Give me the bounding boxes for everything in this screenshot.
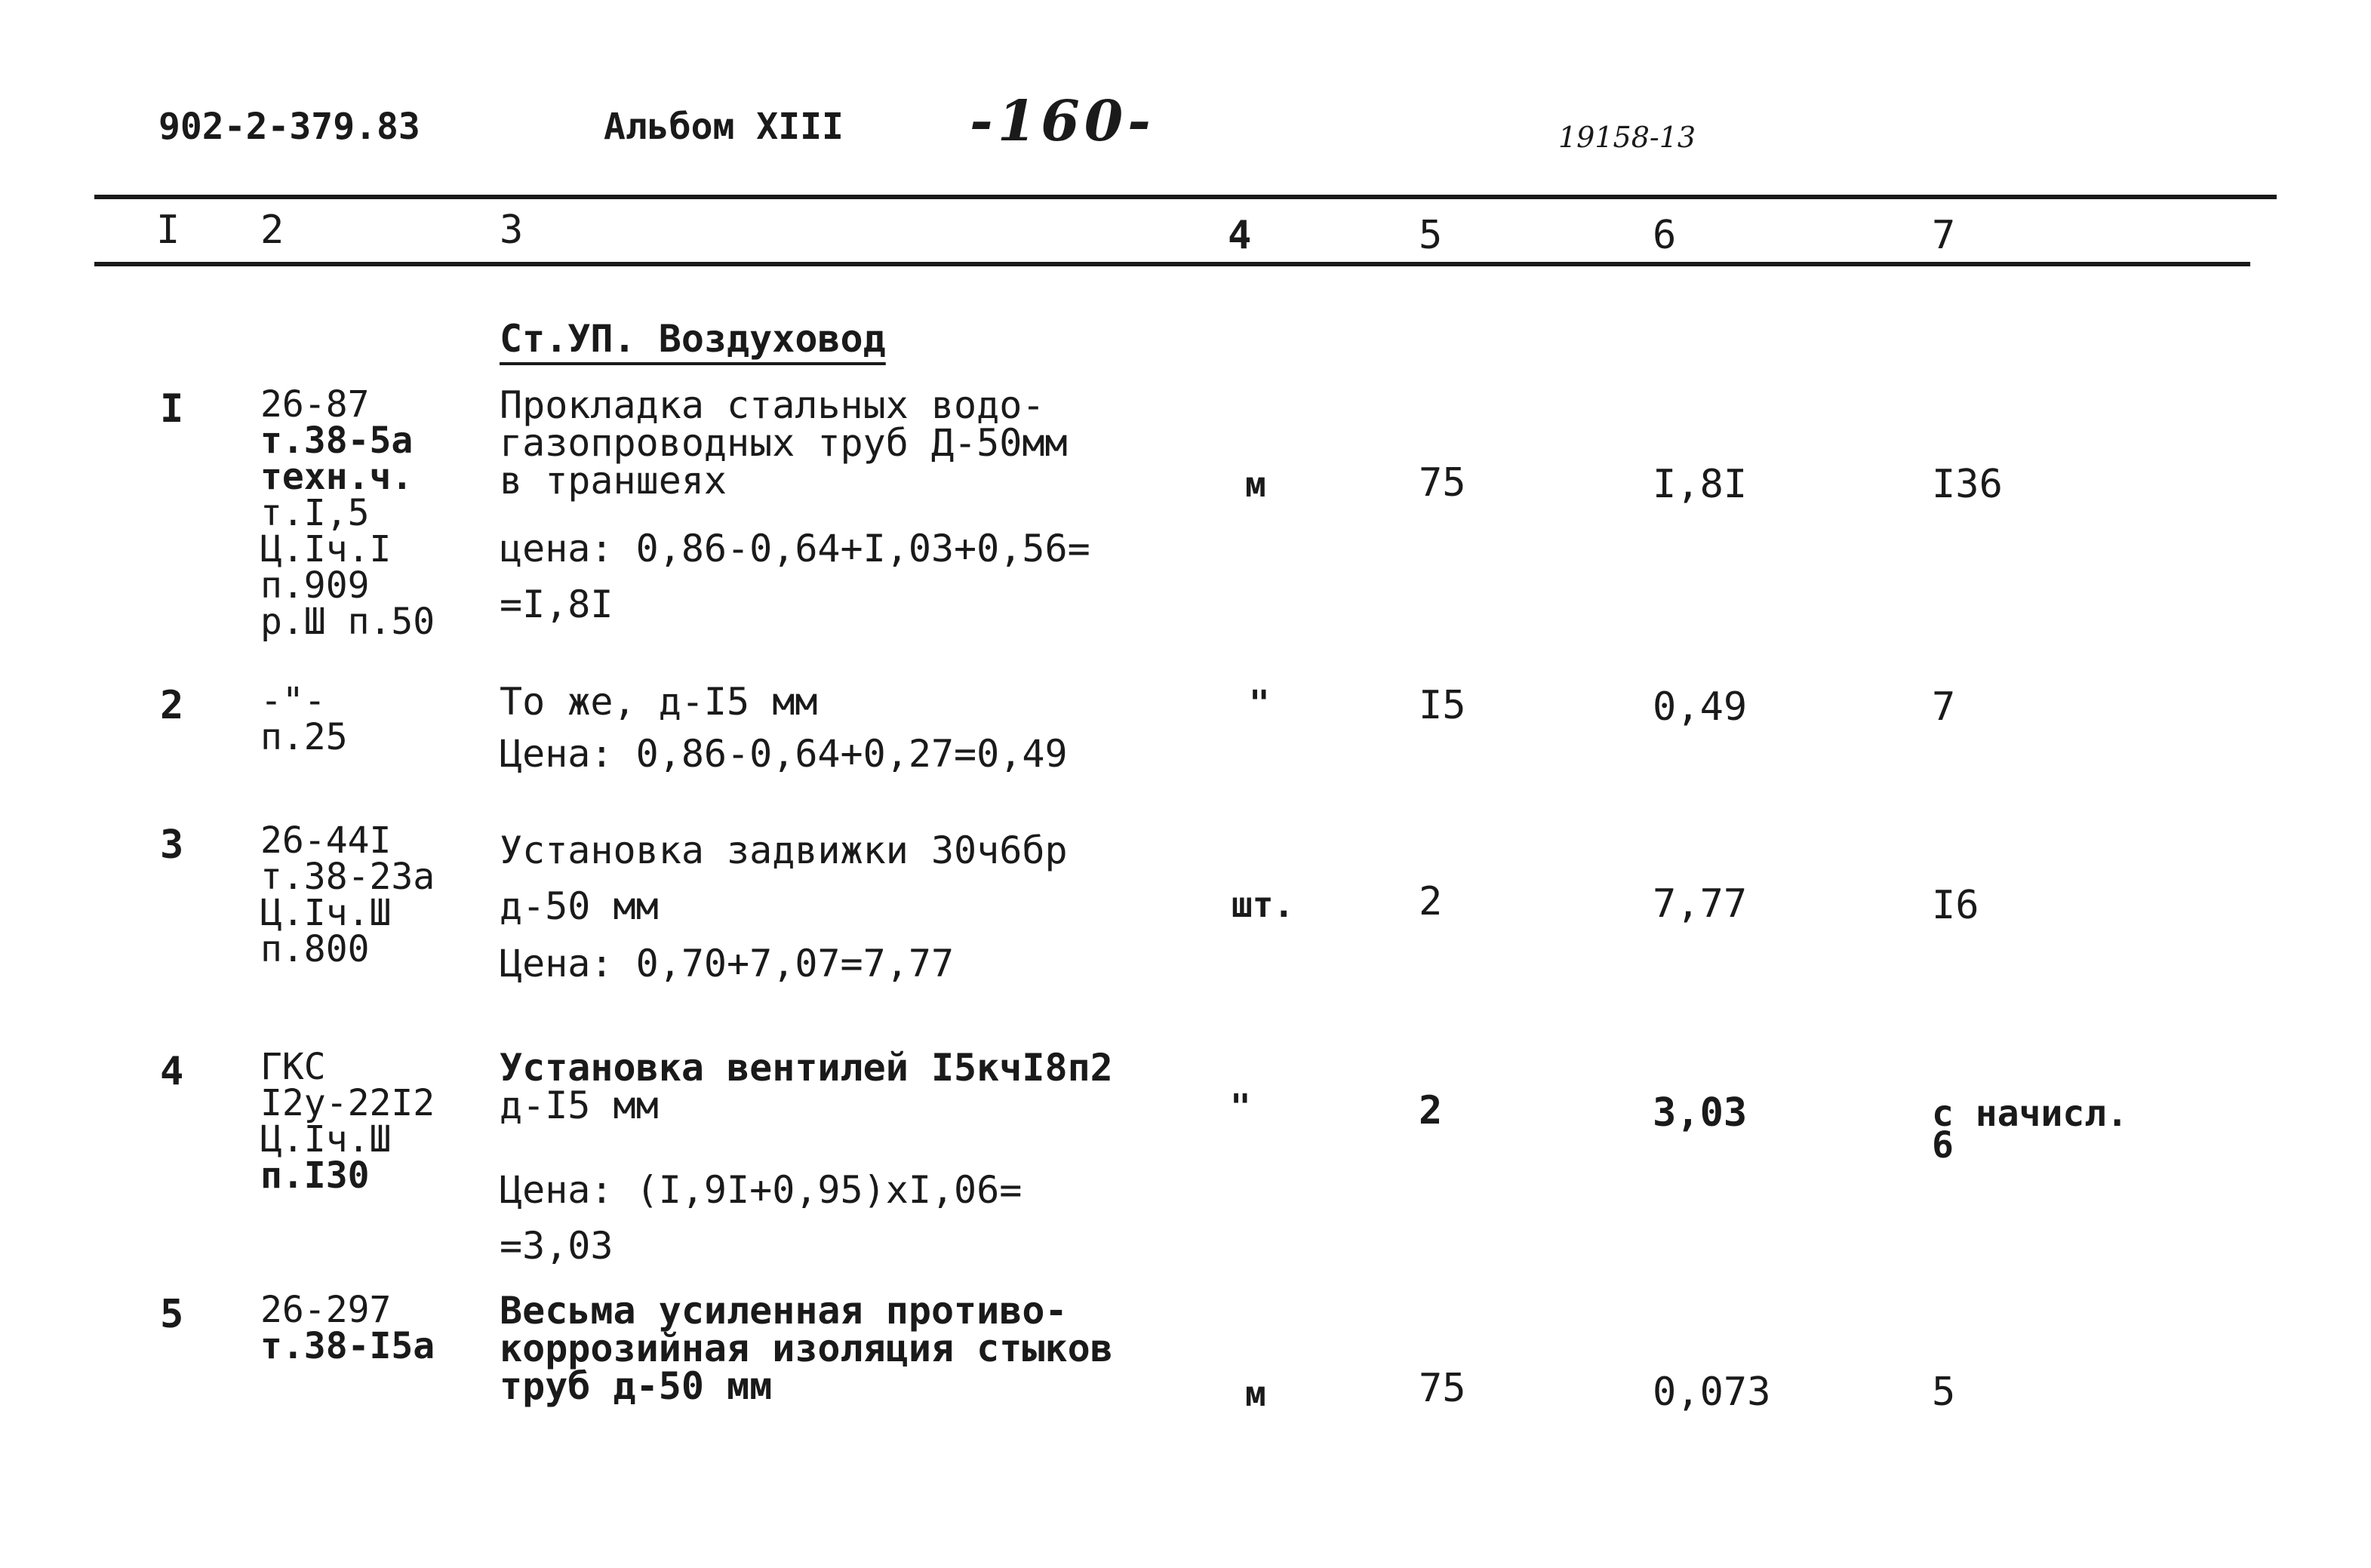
ref-line: п.I30 — [260, 1154, 370, 1197]
description-line: Прокладка стальных водо- — [500, 383, 1045, 427]
description-cell — [500, 680, 818, 724]
price-line: Цена: 0,86-0,64+0,27=0,49 — [500, 732, 1068, 776]
quantity-cell: 2 — [1419, 879, 1443, 924]
total-cell: I6 — [1932, 883, 1979, 928]
description-line: газопроводных труб Д-50мм — [500, 421, 1068, 465]
column-header-2: 2 — [260, 208, 284, 253]
quantity-cell: 2 — [1419, 1088, 1443, 1133]
ref-line: 26-297 — [260, 1289, 392, 1331]
unit-cell: м — [1245, 464, 1266, 505]
header-bottom-rule — [94, 262, 2250, 266]
column-header-4: 4 — [1228, 213, 1252, 258]
ref-line: т.I,5 — [260, 492, 370, 534]
price-line: Цена: 0,70+7,07=7,77 — [500, 942, 955, 985]
description-cell — [500, 383, 1068, 503]
ref-line: техн.ч. — [260, 456, 414, 498]
unit-cell: м — [1245, 1373, 1266, 1414]
page-number: -160- — [970, 89, 1155, 154]
description-line: д-50 мм — [500, 884, 659, 928]
ref-line: ГКС — [260, 1046, 326, 1088]
price-cell — [500, 521, 1090, 632]
price-cell — [500, 1162, 1022, 1274]
total-cell: 5 — [1932, 1370, 1956, 1415]
total-cell: 7 — [1932, 684, 1956, 730]
price-cell — [500, 726, 1068, 782]
ref-line: -"- — [260, 680, 326, 722]
quantity-cell: 75 — [1419, 460, 1466, 506]
quantity-cell: I5 — [1419, 683, 1466, 728]
unit-cost-cell: 3,03 — [1653, 1090, 1748, 1136]
price-line: =3,03 — [500, 1224, 614, 1268]
total-cell — [1932, 1093, 2129, 1167]
unit-cell: " — [1230, 1087, 1251, 1127]
description-line: Установка задвижки 30ч6бр — [500, 829, 1068, 872]
unit-cell: шт. — [1232, 884, 1295, 925]
reference-cell — [260, 383, 435, 643]
column-header-5: 5 — [1419, 213, 1443, 258]
description-line: в траншеях — [500, 459, 727, 503]
description-line: То же, д-I5 мм — [500, 680, 818, 724]
reference-cell — [260, 680, 348, 758]
description-line: труб д-50 мм — [500, 1364, 773, 1408]
ref-line: т.38-23а — [260, 856, 435, 898]
unit-cost-cell: 7,77 — [1653, 881, 1748, 927]
price-line: Цена: (I,9I+0,95)xI,06= — [500, 1168, 1023, 1212]
ref-line: т.38-I5а — [260, 1325, 435, 1367]
unit-cost-cell: 0,49 — [1653, 684, 1748, 730]
ref-line: 26-44I — [260, 819, 392, 862]
total-value: 6 — [1932, 1124, 1954, 1167]
unit-cost-cell: 0,073 — [1653, 1370, 1771, 1415]
column-header-7: 7 — [1932, 213, 1956, 258]
price-line: =I,8I — [500, 583, 614, 626]
column-header-1: I — [156, 208, 180, 253]
ref-line: п.800 — [260, 928, 370, 970]
ref-line: Ц.Iч.Ш — [260, 1118, 392, 1161]
description-line: д-I5 мм — [500, 1084, 659, 1127]
quantity-cell: 75 — [1419, 1366, 1466, 1411]
ref-line: р.Ш п.50 — [260, 601, 435, 643]
ref-line: т.38-5а — [260, 420, 414, 462]
row-number: 3 — [160, 822, 184, 868]
description-line: Установка вентилей I5кчI8п2 — [500, 1046, 1113, 1090]
ref-line: Ц.Iч.Ш — [260, 892, 392, 934]
ref-line: I2у-22I2 — [260, 1082, 435, 1124]
document-code: 902-2-379.83 — [158, 106, 420, 148]
header-top-rule — [94, 195, 2277, 199]
row-number: 4 — [160, 1049, 184, 1094]
ref-line: п.25 — [260, 716, 348, 758]
ref-line: 26-87 — [260, 383, 370, 426]
row-number: 5 — [160, 1292, 184, 1337]
row-number: 2 — [160, 683, 184, 728]
price-cell — [500, 936, 954, 992]
description-line: коррозийная изоляция стыков — [500, 1327, 1113, 1370]
reference-cell — [260, 1046, 435, 1197]
unit-cost-cell: I,8I — [1653, 462, 1748, 507]
row-number: I — [160, 386, 184, 432]
reference-cell — [260, 819, 435, 970]
unit-cell: " — [1249, 683, 1270, 724]
description-cell — [500, 1046, 1113, 1127]
document-number: 19158-13 — [1558, 121, 1696, 154]
description-cell — [500, 822, 1068, 934]
price-line: цена: 0,86-0,64+I,03+0,56= — [500, 527, 1090, 570]
description-line: Весьма усиленная противо- — [500, 1289, 1068, 1333]
ref-line: п.909 — [260, 564, 370, 607]
ref-line: Ц.Iч.I — [260, 528, 392, 570]
description-cell — [500, 1289, 1113, 1408]
album-label: Альбом XIII — [604, 106, 844, 148]
total-cell: I36 — [1932, 462, 2003, 507]
section-title: Ст.УП. Воздуховод — [500, 317, 886, 361]
column-header-6: 6 — [1653, 213, 1677, 258]
total-note: с начисл. — [1932, 1093, 2129, 1135]
column-header-3: 3 — [500, 208, 524, 253]
reference-cell — [260, 1289, 435, 1367]
